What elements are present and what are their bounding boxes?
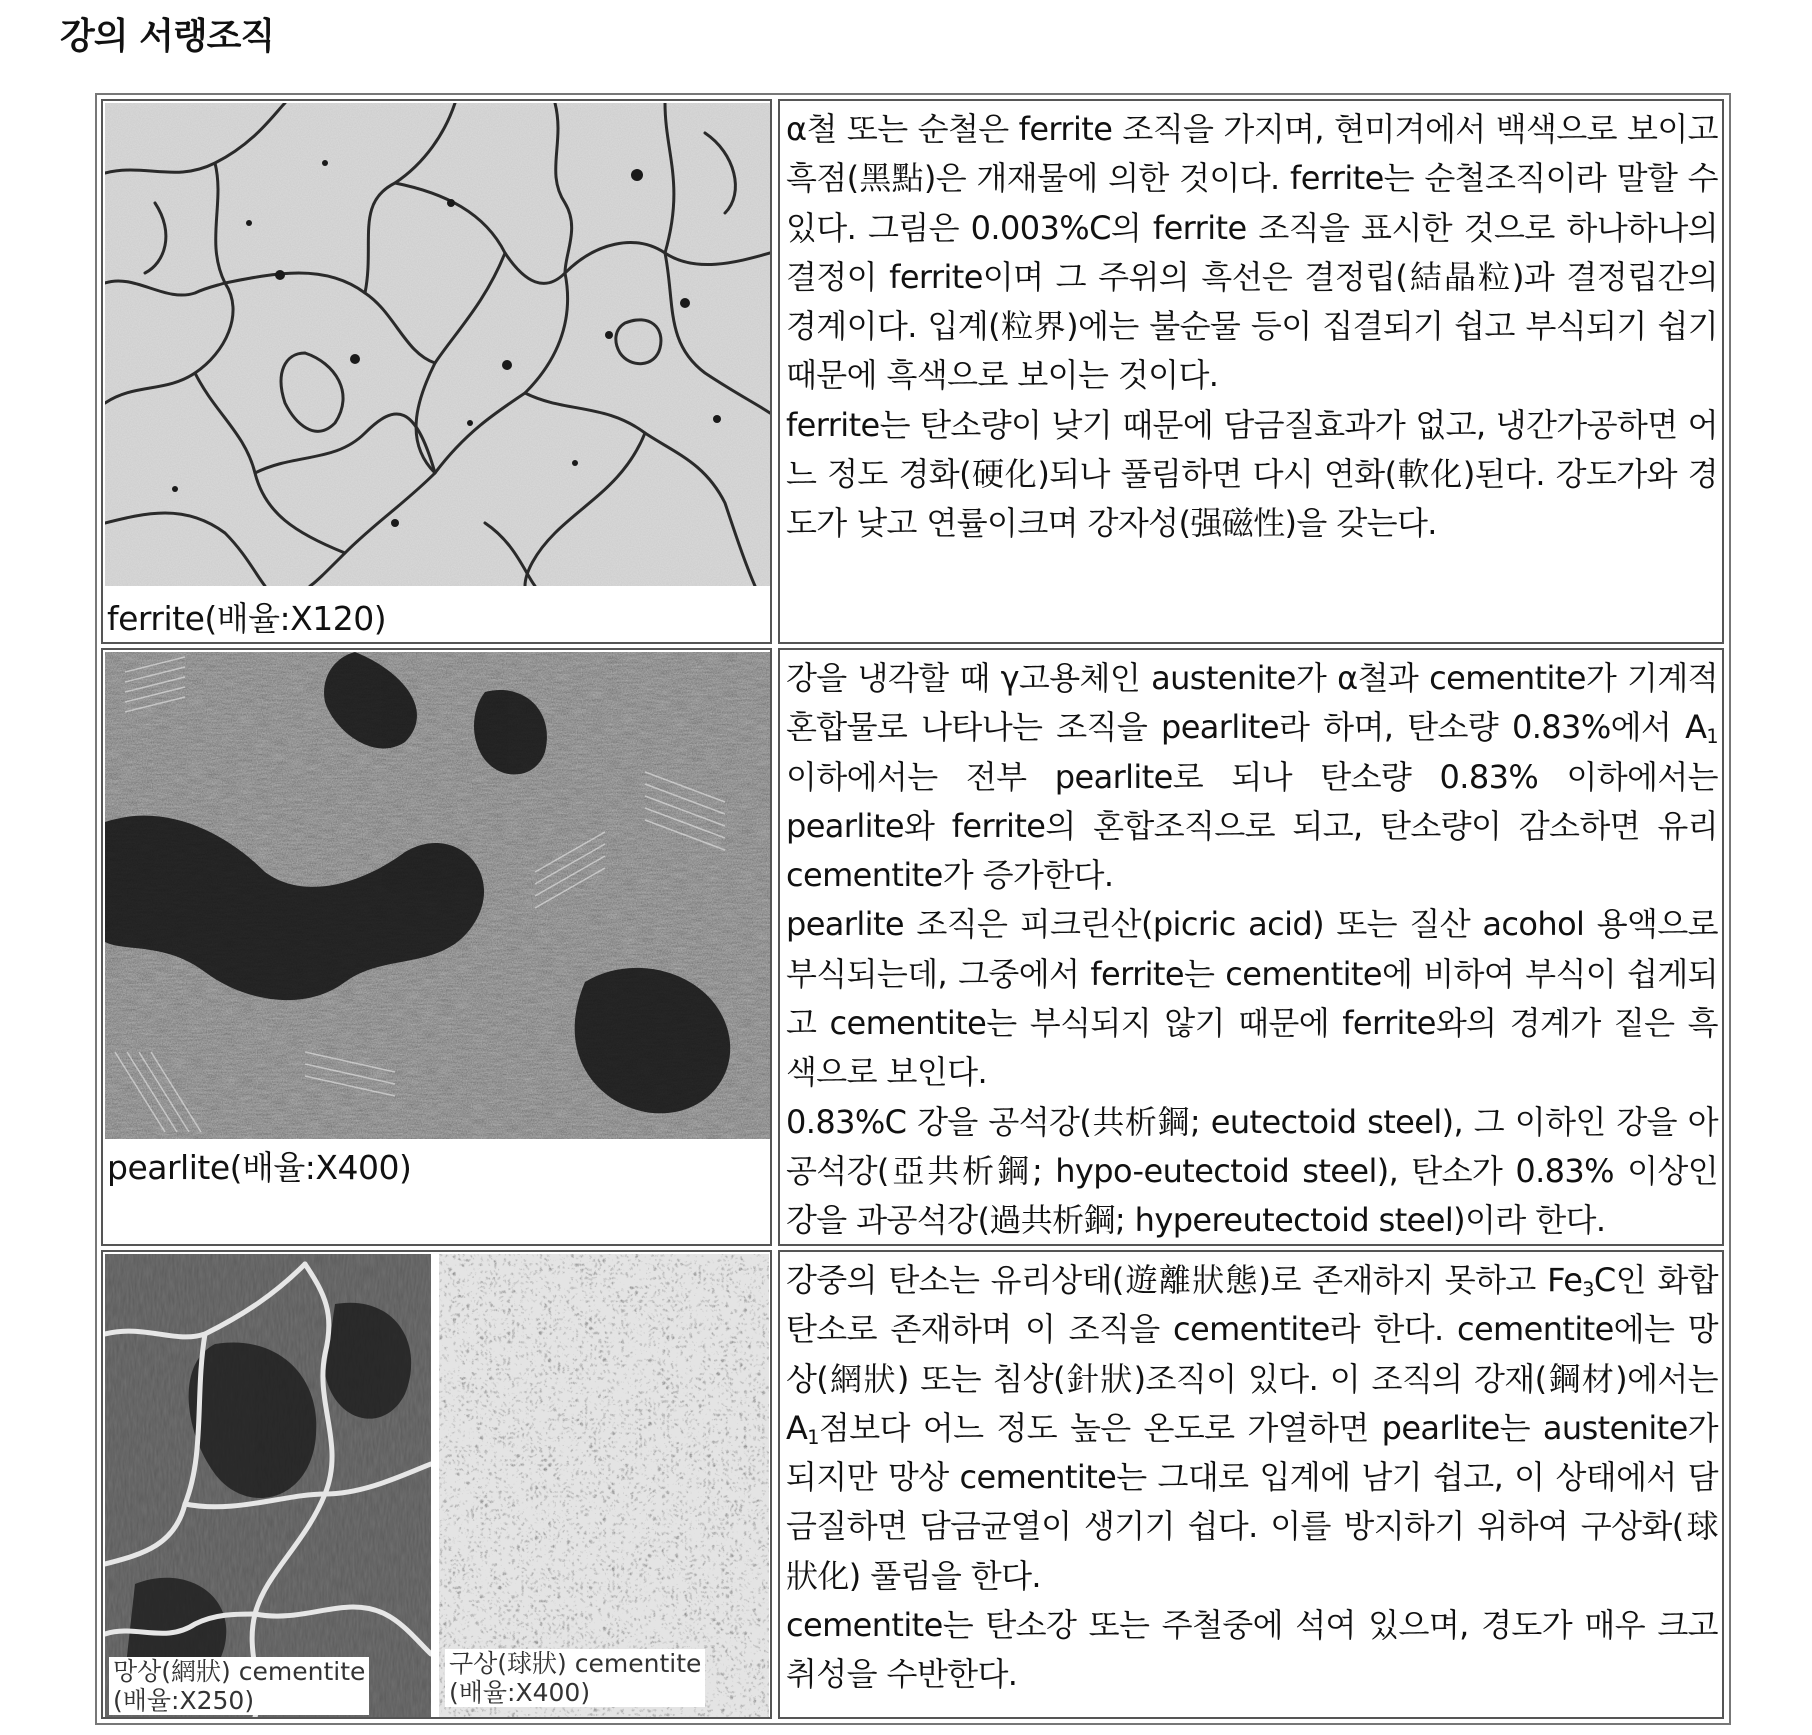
cementite-description (778, 1250, 1724, 1719)
spheroidal-cementite-caption (445, 1649, 705, 1707)
pearlite-micrograph (105, 652, 770, 1139)
a1-subscript: 1 (1706, 725, 1718, 749)
cementite-paragraph-2: cementite는 탄소강 또는 주철중에 석여 있으며, 경도가 매우 크고 취성을 수반한다. (786, 1606, 1718, 1694)
network-cementite-caption-line1: 망상(網狀) cementite (113, 1657, 366, 1686)
ferrite-paragraph-2: ferrite는 탄소량이 낮기 때문에 담금질효과가 없고, 냉간가공하면 어느 정도 경화(硬化)되나 풀림하면 다시 연화(軟化)된다. 강도가와 경도가 낮고 연률이크며 강자성(强磁性)을 갖는다. (786, 405, 1718, 543)
spheroidal-cementite-caption-line1: 구상(球狀) cementite (449, 1649, 702, 1678)
pearlite-image-cell (101, 648, 772, 1246)
pearlite-paragraph-2: pearlite 조직은 피크린산(picric acid) 또는 질산 acohol 용액으로 부식되는데, 그중에서 ferrite는 cementite에 비하여 부식이 쉽게되고 cementite는 부식되지 않기 때문에 ferrite와의 경계가 짙은 흑색으로 보인다. (786, 905, 1718, 1092)
ferrite-image-cell (101, 99, 772, 644)
pearlite-caption: pearlite(배율:X400) (107, 1148, 412, 1187)
ferrite-paragraph-1: α철 또는 순철은 ferrite 조직을 가지며, 현미겨에서 백색으로 보이고 흑점(黑點)은 개재물에 의한 것이다. ferrite는 순철조직이라 말할 수 있다. 그림은 0.003%C의 ferrite 조직을 표시한 것으로 하나하나의 결정이 ferrite이며 그 주위의 흑선은 결정립(結晶粒)과 결정립간의 경계이다. 입계(粒界)에는 불순물 등이 집결되기 쉽고 부식되기 쉽기 때문에 흑색으로 보이는 것이다. (786, 110, 1718, 395)
pearlite-description (778, 648, 1724, 1246)
structure-table (95, 93, 1731, 1725)
cementite-paragraph-1-part-2: C인 화합탄소로 존재하며 이 조직을 cementite라 한다. cementite에는 망상(網狀) 또는 침상(針狀)조직이 있다. 이 조직의 강재(鋼材)에서는 A (786, 1261, 1718, 1447)
pearlite-paragraph-1-part-2: 이하에서는 전부 pearlite로 되나 탄소량 0.83% 이하에서는 pearlite와 ferrite의 혼합조직으로 되고, 탄소량이 감소하면 유리cementite가 증가한다. (786, 757, 1718, 895)
network-cementite-micrograph (105, 1254, 431, 1717)
a1-point-subscript: 1 (807, 1425, 819, 1449)
fe3c-subscript: 3 (1582, 1277, 1594, 1301)
page-title: 강의 서랭조직 (60, 16, 275, 57)
ferrite-micrograph (105, 103, 770, 586)
spheroidal-cementite-caption-line2: (배율:X400) (449, 1678, 591, 1707)
spheroidal-cementite-micrograph (439, 1254, 769, 1717)
network-cementite-caption (109, 1657, 369, 1715)
pearlite-paragraph-3: 0.83%C 강을 공석강(共析鋼; eutectoid steel), 그 이하인 강을 아공석강(亞共析鋼; hypo-eutectoid steel), 탄소가 0.83% 이상인 강을 과공석강(過共析鋼; hypereutectoid steel)이라 한다. (786, 1102, 1718, 1240)
pearlite-paragraph-1 (780, 650, 1722, 900)
ferrite-description (778, 99, 1724, 644)
cementite-image-cell (101, 1250, 772, 1719)
ferrite-caption: ferrite(배율:X120) (107, 599, 387, 638)
pearlite-paragraph-1-part-1: 강을 냉각할 때 γ고용체인 austenite가 α철과 cementite가 기계적 혼합물로 나타나는 조직을 pearlite라 하며, 탄소량 0.83%에서 A (786, 659, 1718, 747)
cementite-paragraph-1-part-1: 강중의 탄소는 유리상태(遊離狀態)로 존재하지 못하고 Fe (786, 1261, 1583, 1299)
cementite-paragraph-1-part-3: 점보다 어느 정도 높은 온도로 가열하면 pearlite는 austenite가 되지만 망상 cementite는 그대로 입계에 남기 쉽고, 이 상태에서 담금질하면 담금균열이 생기기 쉽다. 이를 방지하기 위하여 구상화(球狀化) 풀림을 한다. (786, 1408, 1718, 1595)
network-cementite-caption-line2: (배율:X250) (113, 1686, 255, 1715)
cementite-paragraph-1 (780, 1252, 1722, 1601)
